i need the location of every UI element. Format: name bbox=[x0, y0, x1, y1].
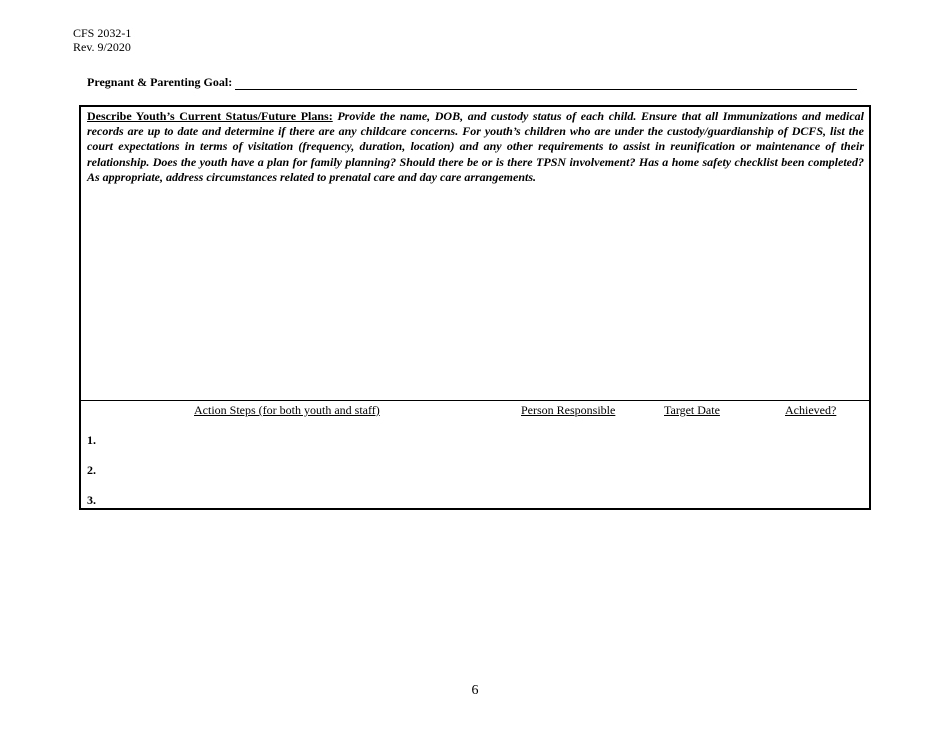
goal-row bbox=[87, 75, 857, 90]
goal-input-line[interactable] bbox=[235, 77, 857, 90]
form-identifier bbox=[73, 26, 131, 54]
status-box bbox=[79, 105, 871, 510]
action-step-2[interactable]: 2. bbox=[87, 463, 96, 477]
section-divider bbox=[81, 400, 869, 401]
page-number: 6 bbox=[471, 683, 479, 698]
form-number: CFS 2032-1 bbox=[73, 26, 132, 40]
action-step-1[interactable]: 1. bbox=[87, 433, 96, 447]
column-header-person-responsible: Person Responsible bbox=[521, 403, 616, 417]
action-step-3[interactable]: 3. bbox=[87, 493, 96, 507]
column-header-achieved: Achieved? bbox=[785, 403, 837, 417]
status-heading: Describe Youth’s Current Status/Future Plans: bbox=[87, 109, 333, 123]
status-instructions: Provide the name, DOB, and custody status of each child. Ensure that all Immunizations and medical records are up to date and determine if there are any childcare concerns. For youth’s children who are under the custody/guardianship of DCFS, list the court expectations in terms of visitation (frequency, duration, location) and any other requirements to assist in reunification or maintenance of their relationship. Does the youth have a plan for family planning? Should there be or is there TPSN involvement? Has a home safety checklist been completed? As appropriate, address circumstances related to prenatal care and day care arrangements. bbox=[87, 109, 864, 184]
column-header-target-date: Target Date bbox=[664, 403, 720, 417]
revision-date: Rev. 9/2020 bbox=[73, 40, 131, 54]
column-header-action-steps: Action Steps (for both youth and staff) bbox=[194, 403, 380, 417]
status-description[interactable] bbox=[87, 109, 864, 185]
goal-label: Pregnant & Parenting Goal: bbox=[87, 75, 233, 89]
